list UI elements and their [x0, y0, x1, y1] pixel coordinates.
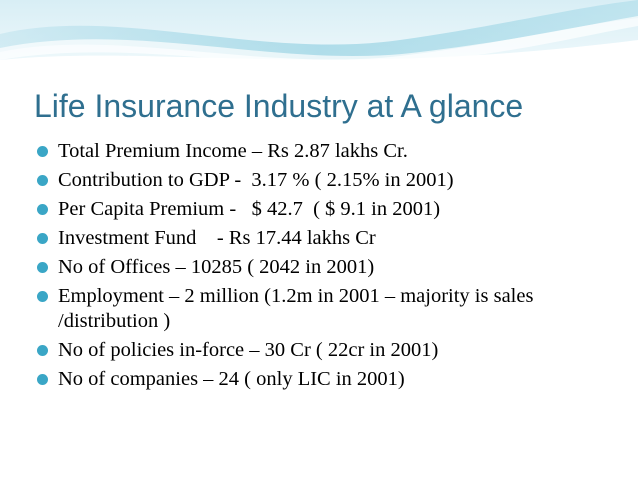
bullet-text: Contribution to GDP - 3.17 % ( 2.15% in 2001)	[58, 169, 454, 191]
bullet-text: Per Capita Premium - $ 42.7 ( $ 9.1 in 2001)	[58, 198, 441, 220]
bullet-dot-icon	[37, 175, 48, 186]
bullet-text: Total Premium Income – Rs 2.87 lakhs Cr.	[58, 140, 408, 162]
bullet-dot-icon	[37, 374, 48, 385]
bullet-text: Investment Fund - Rs 17.44 lakhs Cr	[58, 227, 376, 249]
slide-title: Life Insurance Industry at A glance	[34, 88, 524, 124]
bullet-dot-icon	[37, 345, 48, 356]
bullet-dot-icon	[37, 291, 48, 302]
bullet-dot-icon	[37, 146, 48, 157]
bullet-item-employment	[34, 284, 614, 334]
bullet-dot-icon	[37, 204, 48, 215]
bullet-item-per-capita-premium	[34, 197, 614, 222]
bullet-list	[34, 139, 614, 392]
bullet-dot-icon	[37, 233, 48, 244]
bullet-item-policies-in-force	[34, 338, 614, 363]
bullet-text: No of companies – 24 ( only LIC in 2001)	[58, 368, 405, 390]
bullet-text: No of policies in-force – 30 Cr ( 22cr in 2001)	[58, 339, 439, 361]
bullet-text: No of Offices – 10285 ( 2042 in 2001)	[58, 256, 375, 278]
bullet-item-offices	[34, 255, 614, 280]
bullet-item-total-premium	[34, 139, 614, 164]
bullet-dot-icon	[37, 262, 48, 273]
bullet-item-gdp-contribution	[34, 168, 614, 193]
bullet-item-investment-fund	[34, 226, 614, 251]
header-wave-decoration	[0, 0, 638, 80]
bullet-item-companies	[34, 367, 614, 392]
bullet-text: Employment – 2 million (1.2m in 2001 – majority is sales /distribution )	[58, 285, 534, 332]
